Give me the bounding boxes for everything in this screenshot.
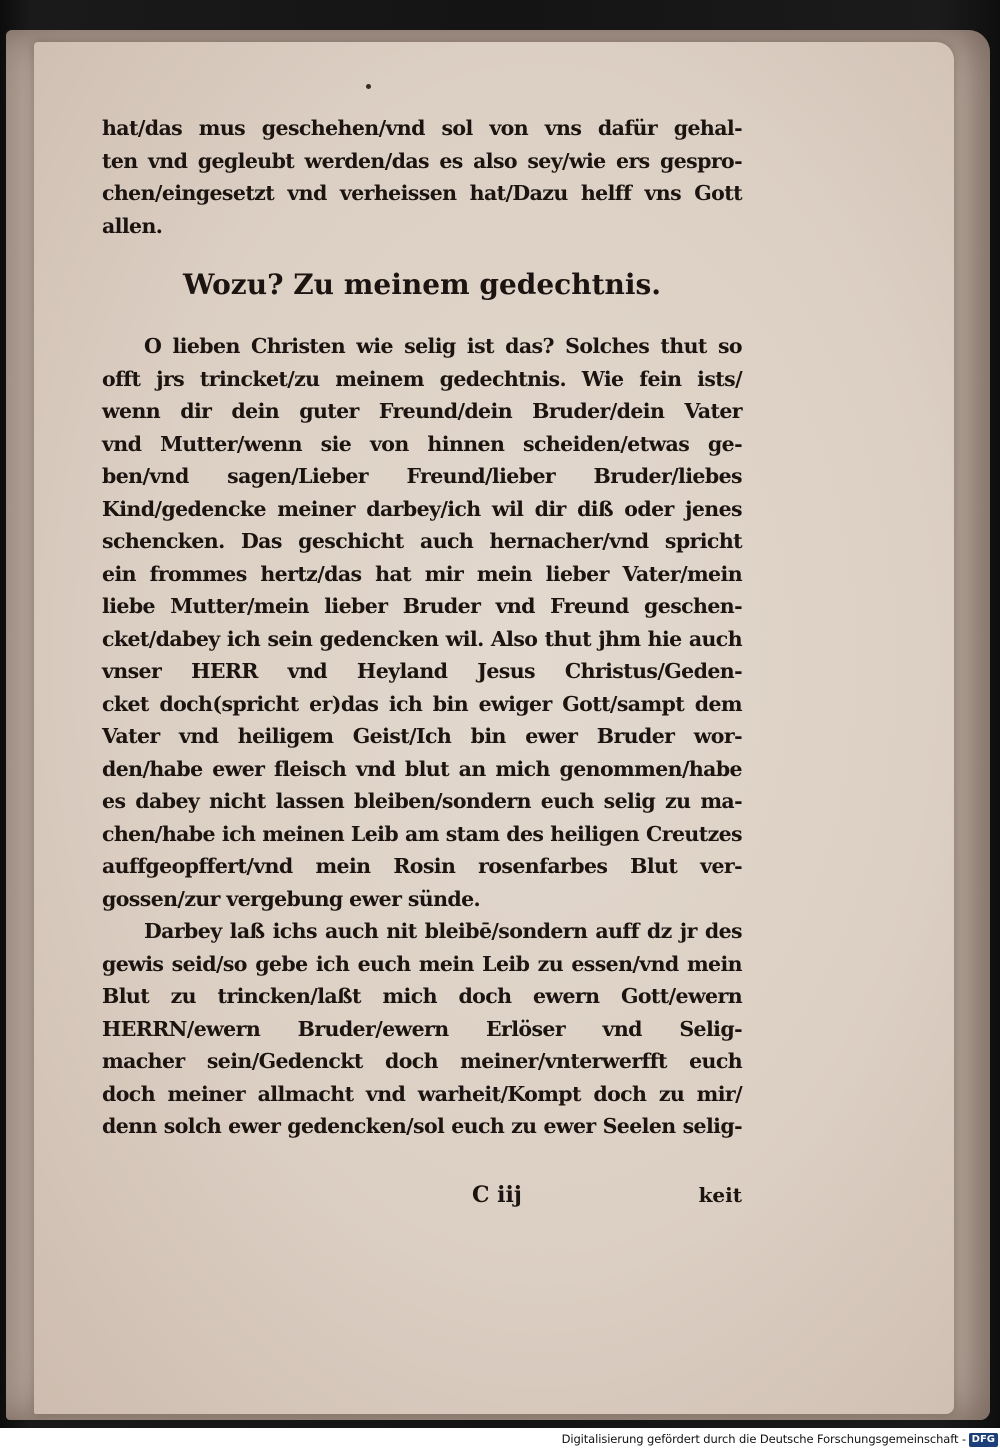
text-line: denn solch ewer gedencken/sol euch zu ewer Seelen selig-	[102, 1114, 742, 1138]
text-line: ben/vnd sagen/Lieber Freund/lieber Bruder/liebes	[102, 464, 742, 488]
page-foot	[102, 1178, 742, 1212]
dfg-logo: DFG	[969, 1433, 998, 1447]
text-line: cket doch(spricht er)das ich bin ewiger Gott/sampt dem	[102, 691, 742, 716]
text-line: vnser HERR vnd Heyland Jesus Christus/Geden-	[102, 659, 742, 683]
signature-mark: C iij	[472, 1182, 522, 1208]
text-line: Darbey laß ichs auch nit bleibē/sondern auff dz jr des	[144, 919, 742, 943]
text-line: ten vnd gegleubt werden/das es also sey/wie ers gespro-	[102, 148, 742, 173]
text-line: auffgeopffert/vnd mein Rosin rosenfarbes Blut ver-	[102, 854, 742, 878]
funding-credit: Digitalisierung gefördert durch die Deutsche Forschungsgemeinschaft -	[561, 1432, 966, 1446]
text-line: es dabey nicht lassen bleiben/sondern euch selig zu ma-	[102, 789, 742, 813]
section-heading: Wozu? Zu meinem gedechtnis.	[182, 268, 662, 301]
text-line: wenn dir dein guter Freund/dein Bruder/dein Vater	[102, 399, 742, 423]
ink-speck	[366, 84, 371, 89]
text-line: Kind/gedencke meiner darbey/ich wil dir diß oder jenes	[102, 496, 742, 521]
text-line: macher sein/Gedenckt doch meiner/vnterwerfft euch	[102, 1049, 742, 1073]
text-line: chen/eingesetzt vnd verheissen hat/Dazu helff vns Gott	[102, 181, 742, 205]
text-line: hat/das mus geschehen/vnd sol von vns dafür gehal-	[102, 116, 742, 140]
text-line: cket/dabey ich sein gedencken wil. Also thut jhm hie auch	[102, 626, 742, 651]
text-line: gossen/zur vergebung ewer sünde.	[102, 886, 481, 911]
text-line: schencken. Das geschicht auch hernacher/vnd spricht	[102, 529, 742, 553]
text-line: vnd Mutter/wenn sie von hinnen scheiden/etwas ge-	[102, 431, 742, 456]
text-line: ein frommes hertz/das hat mir mein lieber Vater/mein	[102, 561, 742, 586]
text-line: offt jrs trincket/zu meinem gedechtnis. Wie fein ists/	[102, 366, 742, 391]
text-line: doch meiner allmacht vnd warheit/Kompt doch zu mir/	[102, 1081, 742, 1106]
page-text	[102, 112, 742, 1143]
text-line: chen/habe ich meinen Leib am stam des heiligen Creutzes	[102, 821, 742, 846]
text-line: Blut zu trincken/laßt mich doch ewern Gott/ewern	[102, 984, 742, 1008]
footer-bar	[0, 1428, 1000, 1452]
text-line: gewis seid/so gebe ich euch mein Leib zu essen/vnd mein	[102, 951, 742, 976]
text-line: Vater vnd heiligem Geist/Ich bin ewer Bruder wor-	[102, 724, 742, 748]
text-line: liebe Mutter/mein lieber Bruder vnd Freund geschen-	[102, 594, 742, 618]
catchword: keit	[698, 1183, 742, 1207]
text-line: allen.	[102, 213, 163, 238]
text-line: HERRN/ewern Bruder/ewern Erlöser vnd Selig-	[102, 1016, 742, 1041]
text-line: den/habe ewer fleisch vnd blut an mich genommen/habe	[102, 756, 742, 781]
text-line: O lieben Christen wie selig ist das? Solches thut so	[144, 334, 742, 358]
